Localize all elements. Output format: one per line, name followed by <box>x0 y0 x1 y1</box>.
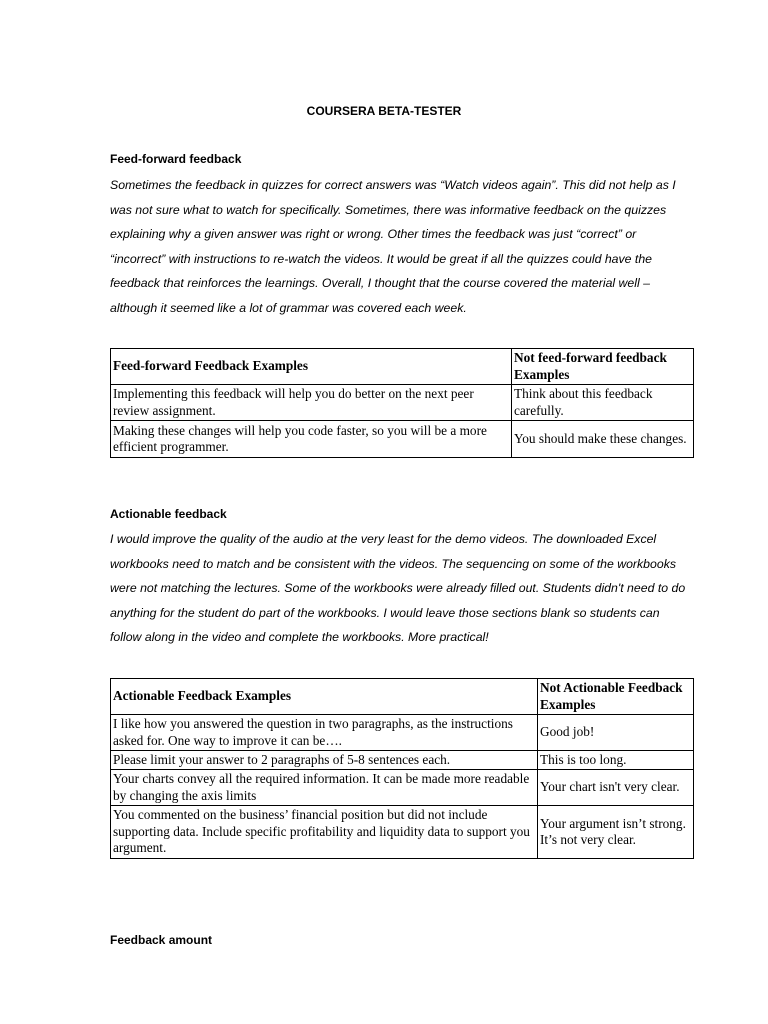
feed-forward-examples-table <box>110 348 694 458</box>
table-cell: Think about this feedback carefully. <box>512 385 694 421</box>
section-paragraph-actionable: I would improve the quality of the audio at the very least for the demo videos. The downloaded Excel workbooks need to match and be consistent with the videos. The sequencing on some of the workbooks were not matching the lectures. Some of the workbooks were already filled out. Students didn't need to do anything for the student do part of the workbooks. I would leave those sections blank so students can follow along in the video and complete the workbooks. More practical! <box>110 532 686 644</box>
table-header-cell: Not Actionable Feedback Examples <box>538 679 694 715</box>
table-cell: Your argument isn’t strong. It’s not very clear. <box>538 806 694 859</box>
table-row <box>111 751 694 770</box>
actionable-examples-table <box>110 678 694 859</box>
table-row <box>111 715 694 751</box>
table-row <box>111 770 694 806</box>
table-header-cell: Not feed-forward feedback Examples <box>512 349 694 385</box>
table-header-cell: Feed-forward Feedback Examples <box>111 349 512 385</box>
section-heading-feed-forward: Feed-forward feedback <box>110 152 242 166</box>
section-heading-actionable: Actionable feedback <box>110 507 227 521</box>
table-header-row <box>111 679 694 715</box>
table-cell: Your chart isn't very clear. <box>538 770 694 806</box>
table-header-row <box>111 349 694 385</box>
table-header-cell: Actionable Feedback Examples <box>111 679 538 715</box>
table-cell: Implementing this feedback will help you do better on the next peer review assignment. <box>111 385 512 421</box>
table-row <box>111 385 694 421</box>
table-cell: Making these changes will help you code faster, so you will be a more efficient programmer. <box>111 421 512 458</box>
table-cell: This is too long. <box>538 751 694 770</box>
table-row <box>111 806 694 859</box>
table-cell: You should make these changes. <box>512 421 694 458</box>
table-cell: Please limit your answer to 2 paragraphs of 5-8 sentences each. <box>111 751 538 770</box>
table-cell: Good job! <box>538 715 694 751</box>
table-cell: I like how you answered the question in two paragraphs, as the instructions asked for. One way to improve it can be…. <box>111 715 538 751</box>
section-paragraph-feed-forward: Sometimes the feedback in quizzes for correct answers was “Watch videos again”. This did not help as I was not sure what to watch for specifically. Sometimes, there was informative feedback on the quizzes explaining why a given answer was right or wrong. Other times the feedback was just “correct” or “incorrect” with instructions to re-watch the videos. It would be great if all the quizzes could have the feedback that reinforces the learnings. Overall, I thought that the course covered the material well – although it seemed like a lot of grammar was covered each week. <box>110 178 676 315</box>
table-cell: You commented on the business’ financial position but did not include supporting data. Include specific profitability and liquidity data to support you argument. <box>111 806 538 859</box>
section-heading-feedback-amount: Feedback amount <box>110 933 213 947</box>
table-row <box>111 421 694 458</box>
table-cell: Your charts convey all the required information. It can be made more readable by changing the axis limits <box>111 770 538 806</box>
document-title: COURSERA BETA-TESTER <box>306 104 462 118</box>
